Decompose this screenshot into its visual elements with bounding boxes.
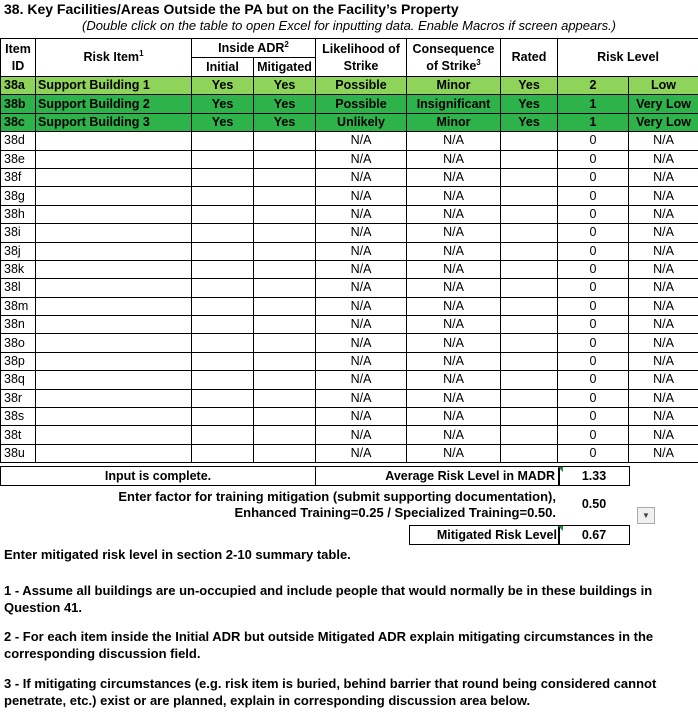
cell-likelihood[interactable]: Unlikely	[316, 113, 407, 131]
cell-rated[interactable]	[501, 187, 558, 205]
cell-consequence[interactable]: N/A	[407, 187, 501, 205]
cell-mitigated[interactable]	[254, 316, 316, 334]
cell-consequence[interactable]: N/A	[407, 408, 501, 426]
cell-risk-score[interactable]: 0	[558, 444, 629, 462]
cell-likelihood[interactable]: N/A	[316, 371, 407, 389]
cell-rated[interactable]	[501, 316, 558, 334]
cell-initial[interactable]	[192, 132, 254, 150]
cell-likelihood[interactable]: N/A	[316, 132, 407, 150]
cell-likelihood[interactable]: N/A	[316, 352, 407, 370]
cell-initial[interactable]	[192, 371, 254, 389]
cell-risk-score[interactable]: 0	[558, 389, 629, 407]
cell-risk-item[interactable]	[36, 334, 192, 352]
table-row[interactable]	[1, 334, 698, 352]
training-text: Enter factor for training mitigation (submit supporting documentation), Enhanced Training=0.25 / Specialized Training=0.50.	[118, 489, 556, 520]
mitigated-risk-value: 0.67	[558, 525, 630, 545]
col-risk-level: Risk Level	[558, 39, 698, 77]
cell-rated[interactable]: Yes	[501, 77, 558, 95]
cell-risk-item[interactable]	[36, 224, 192, 242]
cell-risk-score[interactable]: 0	[558, 187, 629, 205]
cell-initial[interactable]: Yes	[192, 95, 254, 113]
cell-mitigated[interactable]	[254, 426, 316, 444]
cell-mitigated[interactable]	[254, 444, 316, 462]
cell-consequence[interactable]: N/A	[407, 334, 501, 352]
cell-rated[interactable]	[501, 168, 558, 186]
cell-risk-level[interactable]: N/A	[629, 334, 698, 352]
cell-rated[interactable]	[501, 279, 558, 297]
cell-risk-score[interactable]: 0	[558, 371, 629, 389]
cell-item-id[interactable]: 38j	[1, 242, 36, 260]
avg-risk-label: Average Risk Level in MADR	[315, 466, 560, 486]
input-complete-box: Input is complete.	[0, 466, 316, 486]
risk-table[interactable]	[0, 38, 698, 463]
cell-rated[interactable]	[501, 224, 558, 242]
cell-likelihood[interactable]: N/A	[316, 297, 407, 315]
cell-risk-item[interactable]: Support Building 2	[36, 95, 192, 113]
cell-rated[interactable]	[501, 150, 558, 168]
cell-rated[interactable]	[501, 205, 558, 223]
cell-risk-level[interactable]: N/A	[629, 132, 698, 150]
cell-risk-score[interactable]: 0	[558, 168, 629, 186]
cell-item-id[interactable]: 38s	[1, 408, 36, 426]
cell-risk-level[interactable]: N/A	[629, 260, 698, 278]
cell-item-id[interactable]: 38a	[1, 77, 36, 95]
cell-risk-score[interactable]: 0	[558, 132, 629, 150]
table-row[interactable]	[1, 95, 698, 113]
cell-rated[interactable]	[501, 297, 558, 315]
cell-item-id[interactable]: 38u	[1, 444, 36, 462]
cell-item-id[interactable]: 38q	[1, 371, 36, 389]
section-title: 38. Key Facilities/Areas Outside the PA but on the Facility’s Property	[4, 1, 459, 17]
table-row[interactable]	[1, 150, 698, 168]
cell-consequence[interactable]: N/A	[407, 260, 501, 278]
cell-initial[interactable]	[192, 279, 254, 297]
cell-risk-item[interactable]	[36, 297, 192, 315]
cell-item-id[interactable]: 38n	[1, 316, 36, 334]
table-row[interactable]	[1, 242, 698, 260]
cell-initial[interactable]	[192, 297, 254, 315]
cell-mitigated[interactable]	[254, 371, 316, 389]
note-2: 2 - For each item inside the Initial ADR but outside Mitigated ADR explain mitigating circumstances in the corresponding discussion field.	[4, 629, 654, 661]
cell-risk-score[interactable]: 0	[558, 242, 629, 260]
cell-risk-score[interactable]: 0	[558, 297, 629, 315]
cell-risk-item[interactable]	[36, 242, 192, 260]
cell-likelihood[interactable]: N/A	[316, 224, 407, 242]
cell-item-id[interactable]: 38l	[1, 279, 36, 297]
table-row[interactable]	[1, 297, 698, 315]
cell-rated[interactable]	[501, 334, 558, 352]
cell-item-id[interactable]: 38t	[1, 426, 36, 444]
cell-mitigated[interactable]	[254, 224, 316, 242]
cell-rated[interactable]: Yes	[501, 95, 558, 113]
cell-risk-item[interactable]: Support Building 3	[36, 113, 192, 131]
col-initial: Initial	[192, 58, 254, 77]
cell-risk-item[interactable]	[36, 187, 192, 205]
cell-rated[interactable]	[501, 132, 558, 150]
cell-comment-marker	[558, 526, 563, 531]
col-item-id: Item ID	[1, 39, 36, 77]
cell-item-id[interactable]: 38h	[1, 205, 36, 223]
cell-likelihood[interactable]: N/A	[316, 242, 407, 260]
cell-likelihood[interactable]: N/A	[316, 389, 407, 407]
cell-risk-level[interactable]: N/A	[629, 389, 698, 407]
cell-consequence[interactable]: N/A	[407, 168, 501, 186]
cell-likelihood[interactable]: N/A	[316, 205, 407, 223]
cell-consequence[interactable]: N/A	[407, 279, 501, 297]
cell-rated[interactable]	[501, 444, 558, 462]
cell-consequence[interactable]: Minor	[407, 113, 501, 131]
cell-item-id[interactable]: 38g	[1, 187, 36, 205]
cell-item-id[interactable]: 38e	[1, 150, 36, 168]
cell-mitigated[interactable]	[254, 389, 316, 407]
cell-risk-score[interactable]: 1	[558, 95, 629, 113]
cell-consequence[interactable]: N/A	[407, 297, 501, 315]
cell-mitigated[interactable]	[254, 242, 316, 260]
cell-initial[interactable]	[192, 352, 254, 370]
cell-consequence[interactable]: Insignificant	[407, 95, 501, 113]
cell-risk-level[interactable]: Very Low	[629, 95, 698, 113]
cell-risk-item[interactable]	[36, 371, 192, 389]
cell-comment-marker	[558, 467, 563, 472]
cell-rated[interactable]	[501, 352, 558, 370]
cell-item-id[interactable]: 38o	[1, 334, 36, 352]
cell-mitigated[interactable]	[254, 168, 316, 186]
table-row[interactable]	[1, 352, 698, 370]
cell-risk-level[interactable]: N/A	[629, 168, 698, 186]
cell-likelihood[interactable]: N/A	[316, 279, 407, 297]
cell-mitigated[interactable]: Yes	[254, 77, 316, 95]
cell-initial[interactable]	[192, 260, 254, 278]
cell-likelihood[interactable]: Possible	[316, 77, 407, 95]
cell-mitigated[interactable]	[254, 260, 316, 278]
cell-initial[interactable]	[192, 224, 254, 242]
cell-mitigated[interactable]: Yes	[254, 113, 316, 131]
cell-likelihood[interactable]: N/A	[316, 426, 407, 444]
cell-likelihood[interactable]: Possible	[316, 95, 407, 113]
cell-consequence[interactable]: Minor	[407, 77, 501, 95]
table-row[interactable]	[1, 389, 698, 407]
cell-item-id[interactable]: 38p	[1, 352, 36, 370]
cell-risk-score[interactable]: 0	[558, 224, 629, 242]
cell-risk-item[interactable]	[36, 260, 192, 278]
cell-risk-level[interactable]: N/A	[629, 205, 698, 223]
cell-risk-item[interactable]	[36, 408, 192, 426]
cell-likelihood[interactable]: N/A	[316, 150, 407, 168]
cell-item-id[interactable]: 38c	[1, 113, 36, 131]
cell-rated[interactable]	[501, 426, 558, 444]
cell-risk-score[interactable]: 0	[558, 426, 629, 444]
cell-risk-item[interactable]	[36, 426, 192, 444]
cell-rated[interactable]	[501, 389, 558, 407]
cell-risk-level[interactable]: N/A	[629, 279, 698, 297]
cell-likelihood[interactable]: N/A	[316, 316, 407, 334]
cell-risk-item[interactable]	[36, 316, 192, 334]
cell-risk-item[interactable]	[36, 279, 192, 297]
cell-item-id[interactable]: 38k	[1, 260, 36, 278]
cell-risk-level[interactable]: N/A	[629, 297, 698, 315]
cell-consequence[interactable]: N/A	[407, 242, 501, 260]
cell-initial[interactable]	[192, 316, 254, 334]
cell-risk-score[interactable]: 0	[558, 352, 629, 370]
note-3: 3 - If mitigating circumstances (e.g. risk item is buried, behind barrier that round being considered cannot penetrate, etc.) exist or are planned, explain in corresponding discussion area below.	[4, 676, 657, 708]
cell-initial[interactable]	[192, 168, 254, 186]
section-subtitle: (Double click on the table to open Excel for inputting data. Enable Macros if screen appears.)	[81, 18, 617, 33]
cell-risk-level[interactable]: N/A	[629, 444, 698, 462]
table-row[interactable]	[1, 205, 698, 223]
cell-risk-level[interactable]: Low	[629, 77, 698, 95]
cell-risk-score[interactable]: 0	[558, 316, 629, 334]
cell-risk-level[interactable]: N/A	[629, 187, 698, 205]
col-likelihood: Likelihood of Strike	[316, 39, 407, 77]
cell-consequence[interactable]: N/A	[407, 352, 501, 370]
cell-risk-score[interactable]: 0	[558, 205, 629, 223]
cell-risk-score[interactable]: 1	[558, 113, 629, 131]
cell-mitigated[interactable]	[254, 150, 316, 168]
section-header	[0, 0, 698, 39]
cell-mitigated[interactable]	[254, 279, 316, 297]
cell-initial[interactable]	[192, 408, 254, 426]
cell-consequence[interactable]: N/A	[407, 426, 501, 444]
cell-mitigated[interactable]	[254, 334, 316, 352]
cell-mitigated[interactable]: Yes	[254, 95, 316, 113]
table-row[interactable]	[1, 260, 698, 278]
cell-consequence[interactable]: N/A	[407, 444, 501, 462]
cell-item-id[interactable]: 38m	[1, 297, 36, 315]
cell-risk-level[interactable]: N/A	[629, 371, 698, 389]
cell-rated[interactable]: Yes	[501, 113, 558, 131]
table-row[interactable]	[1, 371, 698, 389]
cell-risk-score[interactable]: 0	[558, 150, 629, 168]
col-inside-adr: Inside ADR$^2$	[192, 39, 316, 58]
table-row[interactable]	[1, 444, 698, 462]
cell-likelihood[interactable]: N/A	[316, 408, 407, 426]
cell-mitigated[interactable]	[254, 297, 316, 315]
cell-item-id[interactable]: 38r	[1, 389, 36, 407]
cell-consequence[interactable]: N/A	[407, 150, 501, 168]
cell-risk-score[interactable]: 0	[558, 334, 629, 352]
cell-risk-score[interactable]: 0	[558, 260, 629, 278]
cell-risk-item[interactable]	[36, 205, 192, 223]
cell-risk-level[interactable]: Very Low	[629, 113, 698, 131]
cell-rated[interactable]	[501, 260, 558, 278]
cell-risk-level[interactable]: N/A	[629, 352, 698, 370]
table-row[interactable]	[1, 408, 698, 426]
cell-item-id[interactable]: 38d	[1, 132, 36, 150]
cell-risk-item[interactable]	[36, 150, 192, 168]
cell-risk-score[interactable]: 2	[558, 77, 629, 95]
cell-consequence[interactable]: N/A	[407, 132, 501, 150]
cell-likelihood[interactable]: N/A	[316, 444, 407, 462]
col-consequence: Consequence of Strike$^3$	[407, 39, 501, 77]
cell-risk-item[interactable]	[36, 132, 192, 150]
cell-likelihood[interactable]: N/A	[316, 168, 407, 186]
table-row[interactable]	[1, 187, 698, 205]
table-row[interactable]	[1, 77, 698, 95]
cell-risk-score[interactable]: 0	[558, 408, 629, 426]
cell-initial[interactable]	[192, 389, 254, 407]
cell-risk-item[interactable]	[36, 389, 192, 407]
cell-risk-item[interactable]	[36, 352, 192, 370]
cell-risk-score[interactable]: 0	[558, 279, 629, 297]
avg-risk-value: 1.33	[558, 466, 630, 486]
cell-mitigated[interactable]	[254, 352, 316, 370]
mitigated-risk-label: Mitigated Risk Level	[409, 525, 560, 545]
cell-risk-item[interactable]	[36, 444, 192, 462]
cell-mitigated[interactable]	[254, 205, 316, 223]
cell-rated[interactable]	[501, 408, 558, 426]
cell-item-id[interactable]: 38b	[1, 95, 36, 113]
cell-mitigated[interactable]	[254, 408, 316, 426]
cell-initial[interactable]: Yes	[192, 77, 254, 95]
cell-rated[interactable]	[501, 242, 558, 260]
table-row[interactable]	[1, 426, 698, 444]
cell-initial[interactable]	[192, 150, 254, 168]
cell-item-id[interactable]: 38f	[1, 168, 36, 186]
cell-mitigated[interactable]	[254, 132, 316, 150]
table-row[interactable]	[1, 316, 698, 334]
cell-risk-level[interactable]: N/A	[629, 242, 698, 260]
cell-likelihood[interactable]: N/A	[316, 334, 407, 352]
cell-consequence[interactable]: N/A	[407, 224, 501, 242]
training-dropdown-button[interactable]	[637, 507, 655, 524]
note-enter: Enter mitigated risk level in section 2-10 summary table.	[4, 547, 351, 562]
col-risk-item: Risk Item$^1$	[36, 39, 192, 77]
cell-risk-item[interactable]: Support Building 1	[36, 77, 192, 95]
cell-risk-level[interactable]: N/A	[629, 150, 698, 168]
cell-risk-level[interactable]: N/A	[629, 426, 698, 444]
cell-risk-level[interactable]: N/A	[629, 408, 698, 426]
chevron-down-icon: ▼	[642, 511, 650, 520]
cell-consequence[interactable]: N/A	[407, 371, 501, 389]
cell-initial[interactable]	[192, 334, 254, 352]
cell-risk-level[interactable]: N/A	[629, 224, 698, 242]
cell-initial[interactable]	[192, 242, 254, 260]
table-row[interactable]	[1, 132, 698, 150]
cell-item-id[interactable]: 38i	[1, 224, 36, 242]
table-row[interactable]	[1, 168, 698, 186]
cell-risk-level[interactable]: N/A	[629, 316, 698, 334]
cell-initial[interactable]	[192, 444, 254, 462]
cell-consequence[interactable]: N/A	[407, 389, 501, 407]
cell-consequence[interactable]: N/A	[407, 205, 501, 223]
cell-rated[interactable]	[501, 371, 558, 389]
cell-consequence[interactable]: N/A	[407, 316, 501, 334]
cell-mitigated[interactable]	[254, 187, 316, 205]
col-rated: Rated	[501, 39, 558, 77]
cell-initial[interactable]	[192, 187, 254, 205]
table-row[interactable]	[1, 279, 698, 297]
col-mitigated: Mitigated	[254, 58, 316, 77]
cell-initial[interactable]	[192, 205, 254, 223]
cell-initial[interactable]: Yes	[192, 113, 254, 131]
training-factor-value[interactable]: 0.50	[581, 497, 607, 511]
table-row[interactable]	[1, 113, 698, 131]
table-row[interactable]	[1, 224, 698, 242]
cell-risk-item[interactable]	[36, 168, 192, 186]
note-1: 1 - Assume all buildings are un-occupied and include people that would normally be in these buildings in Question 41.	[4, 583, 653, 615]
cell-likelihood[interactable]: N/A	[316, 260, 407, 278]
cell-initial[interactable]	[192, 426, 254, 444]
cell-likelihood[interactable]: N/A	[316, 187, 407, 205]
